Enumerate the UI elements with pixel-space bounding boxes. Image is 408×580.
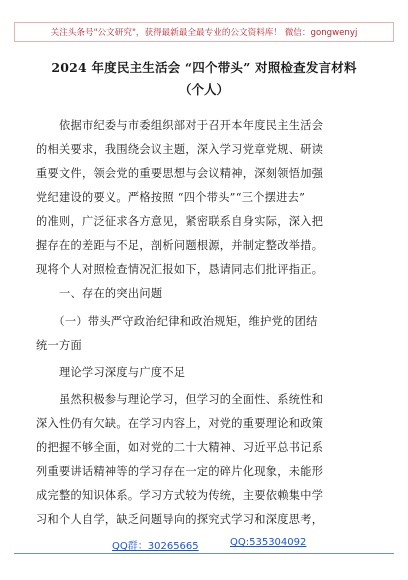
footer-qq-number[interactable]: QQ:535304092 [230,537,307,548]
topic-heading: 理论学习深度与广度不足 [36,366,186,379]
section-heading: 一、存在的突出问题 [36,287,163,300]
body-line: 重要文件，领会党的重要思想与会议精神，深刻领悟加强 [36,167,324,180]
body-line: 依据市纪委与市委组织部对于召开本年度民主生活会 [36,119,324,132]
body-line: 列重要讲话精神等的学习存在一定的碎片化现象，未能形 [36,465,324,478]
body-line: 的把握不够全面，如对党的二十大精神、习近平总书记系 [36,441,324,454]
body-line: 的准则，广泛征求各方意见，紧密联系自身实际，深入把 [36,215,324,228]
subsection-heading: 统一方面 [36,339,82,352]
body-line: 现将个人对照检查情况汇报如下，恳请同志们批评指正。 [36,263,324,276]
subsection-heading: （一）带头严守政治纪律和政治规矩，维护党的团结 [36,315,318,328]
body-line: 深入性仍有欠缺。在学习内容上，对党的重要理论和政策 [36,417,324,430]
footer-qq-group[interactable]: QQ群：30265665 [112,541,199,552]
footer-rule [14,553,394,554]
body-line: 的相关要求，我围绕会议主题，深入学习党章党规、研读 [36,143,324,156]
document-subtitle: （个人） [178,82,229,97]
body-line: 习和个人自学，缺乏问题导向的探究式学习和深度思考， [36,513,324,526]
document-title: 2024 年度民主生活会 “四个带头” 对照检查发言材料 [51,60,357,75]
body-line: 成完整的知识体系。学习方式较为传统，主要依赖集中学 [36,489,324,502]
body-line: 虽然积极参与理论学习，但学习的全面性、系统性和 [36,393,324,406]
body-line: 握存在的差距与不足，剖析问题根源，并制定整改举措。 [36,239,324,252]
promo-banner: 关注头条号"公文研究"，获得最新最全最专业的公文资料库！ 微信：gongwenyj [14,22,394,42]
body-line: 党纪建设的要义。严格按照 “四个带头”“三个摆进去” [36,191,306,204]
